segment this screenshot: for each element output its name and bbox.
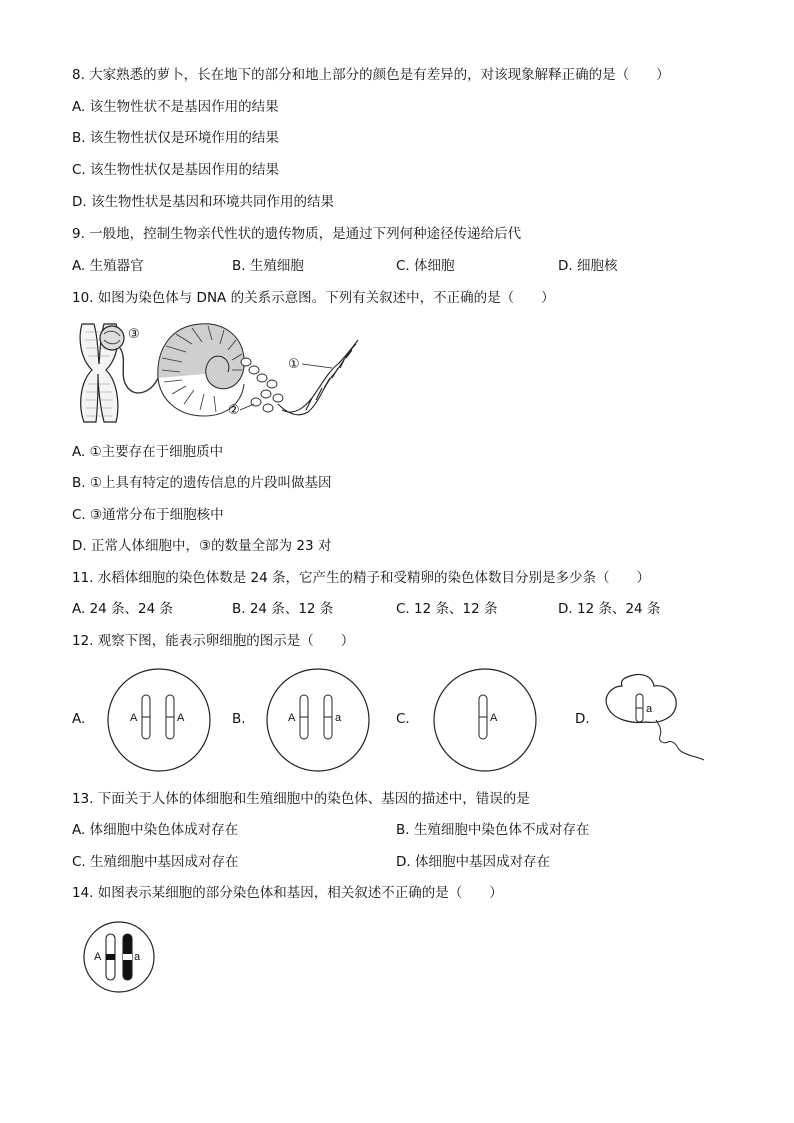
q13-stem: 13. 下面关于人体的体细胞和生殖细胞中的染色体、基因的描述中，错误的是 bbox=[72, 791, 530, 807]
dna-double-helix bbox=[278, 340, 358, 415]
q11-option-c: C. 12 条、12 条 bbox=[396, 601, 498, 617]
q10-option-b: B. ①上具有特定的遗传信息的片段叫做基因 bbox=[72, 475, 332, 491]
chromosome-dna-figure bbox=[72, 318, 372, 430]
q9-stem: 9. 一般地，控制生物亲代性状的遗传物质，是通过下列何种途径传递给后代 bbox=[72, 226, 522, 242]
q13-option-d: D. 体细胞中基因成对存在 bbox=[396, 854, 550, 870]
cell-a-gene-2: A bbox=[177, 712, 185, 724]
q8-option-a: A. 该生物性状不是基因作用的结果 bbox=[72, 99, 279, 115]
q11-option-b: B. 24 条、12 条 bbox=[232, 601, 334, 617]
q12-option-d-letter: D. bbox=[575, 711, 590, 727]
q11-option-d: D. 12 条、24 条 bbox=[558, 601, 661, 617]
cell-a-gene-1: A bbox=[130, 712, 138, 724]
q14-stem: 14. 如图表示某细胞的部分染色体和基因，相关叙述不正确的是（ ） bbox=[72, 885, 503, 901]
q14-cell-figure bbox=[82, 920, 156, 994]
cell-d-gene: a bbox=[646, 703, 653, 715]
cell-c-gene: A bbox=[490, 712, 498, 724]
q14-gene-1: A bbox=[94, 951, 102, 963]
cell-a bbox=[106, 667, 212, 773]
q13-option-a: A. 体细胞中染色体成对存在 bbox=[72, 822, 239, 838]
q8-option-b: B. 该生物性状仅是环境作用的结果 bbox=[72, 130, 279, 146]
q10-stem: 10. 如图为染色体与 DNA 的关系示意图。下列有关叙述中，不正确的是（ ） bbox=[72, 290, 555, 306]
cell-c bbox=[432, 667, 538, 773]
q10-option-a: A. ①主要存在于细胞质中 bbox=[72, 444, 224, 460]
q9-option-d: D. 细胞核 bbox=[558, 258, 618, 274]
label-3: ③ bbox=[128, 327, 140, 342]
q11-option-a: A. 24 条、24 条 bbox=[72, 601, 174, 617]
cell-b-gene-1: A bbox=[288, 712, 296, 724]
q11-stem: 11. 水稻体细胞的染色体数是 24 条，它产生的精子和受精卵的染色体数目分别是多少条（ ） bbox=[72, 570, 651, 586]
q10-option-c: C. ③通常分布于细胞核中 bbox=[72, 507, 224, 523]
q12-option-c-letter: C. bbox=[396, 711, 410, 727]
sperm-cell-d bbox=[600, 672, 710, 764]
q12-option-a-letter: A. bbox=[72, 711, 86, 727]
magnified-region bbox=[100, 326, 124, 350]
nucleosome-beads bbox=[241, 358, 283, 412]
q9-option-b: B. 生殖细胞 bbox=[232, 258, 304, 274]
q12-stem: 12. 观察下图，能表示卵细胞的图示是（ ） bbox=[72, 633, 355, 649]
coiled-chromatin bbox=[158, 324, 244, 389]
q13-option-c: C. 生殖细胞中基因成对存在 bbox=[72, 854, 239, 870]
q9-option-c: C. 体细胞 bbox=[396, 258, 455, 274]
q12-option-b-letter: B. bbox=[232, 711, 246, 727]
q9-option-a: A. 生殖器官 bbox=[72, 258, 144, 274]
q8-stem: 8. 大家熟悉的萝卜，长在地下的部分和地上部分的颜色是有差异的，对该现象解释正确的是（ ） bbox=[72, 67, 670, 83]
q8-option-d: D. 该生物性状是基因和环境共同作用的结果 bbox=[72, 194, 334, 210]
label-2: ② bbox=[228, 403, 240, 418]
cell-b-gene-2: a bbox=[335, 712, 342, 724]
q8-option-c: C. 该生物性状仅是基因作用的结果 bbox=[72, 162, 280, 178]
label-1: ① bbox=[288, 357, 300, 372]
q14-gene-2: a bbox=[134, 951, 141, 963]
q13-option-b: B. 生殖细胞中染色体不成对存在 bbox=[396, 822, 590, 838]
cell-b bbox=[265, 667, 371, 773]
q10-option-d: D. 正常人体细胞中，③的数量全部为 23 对 bbox=[72, 538, 332, 554]
